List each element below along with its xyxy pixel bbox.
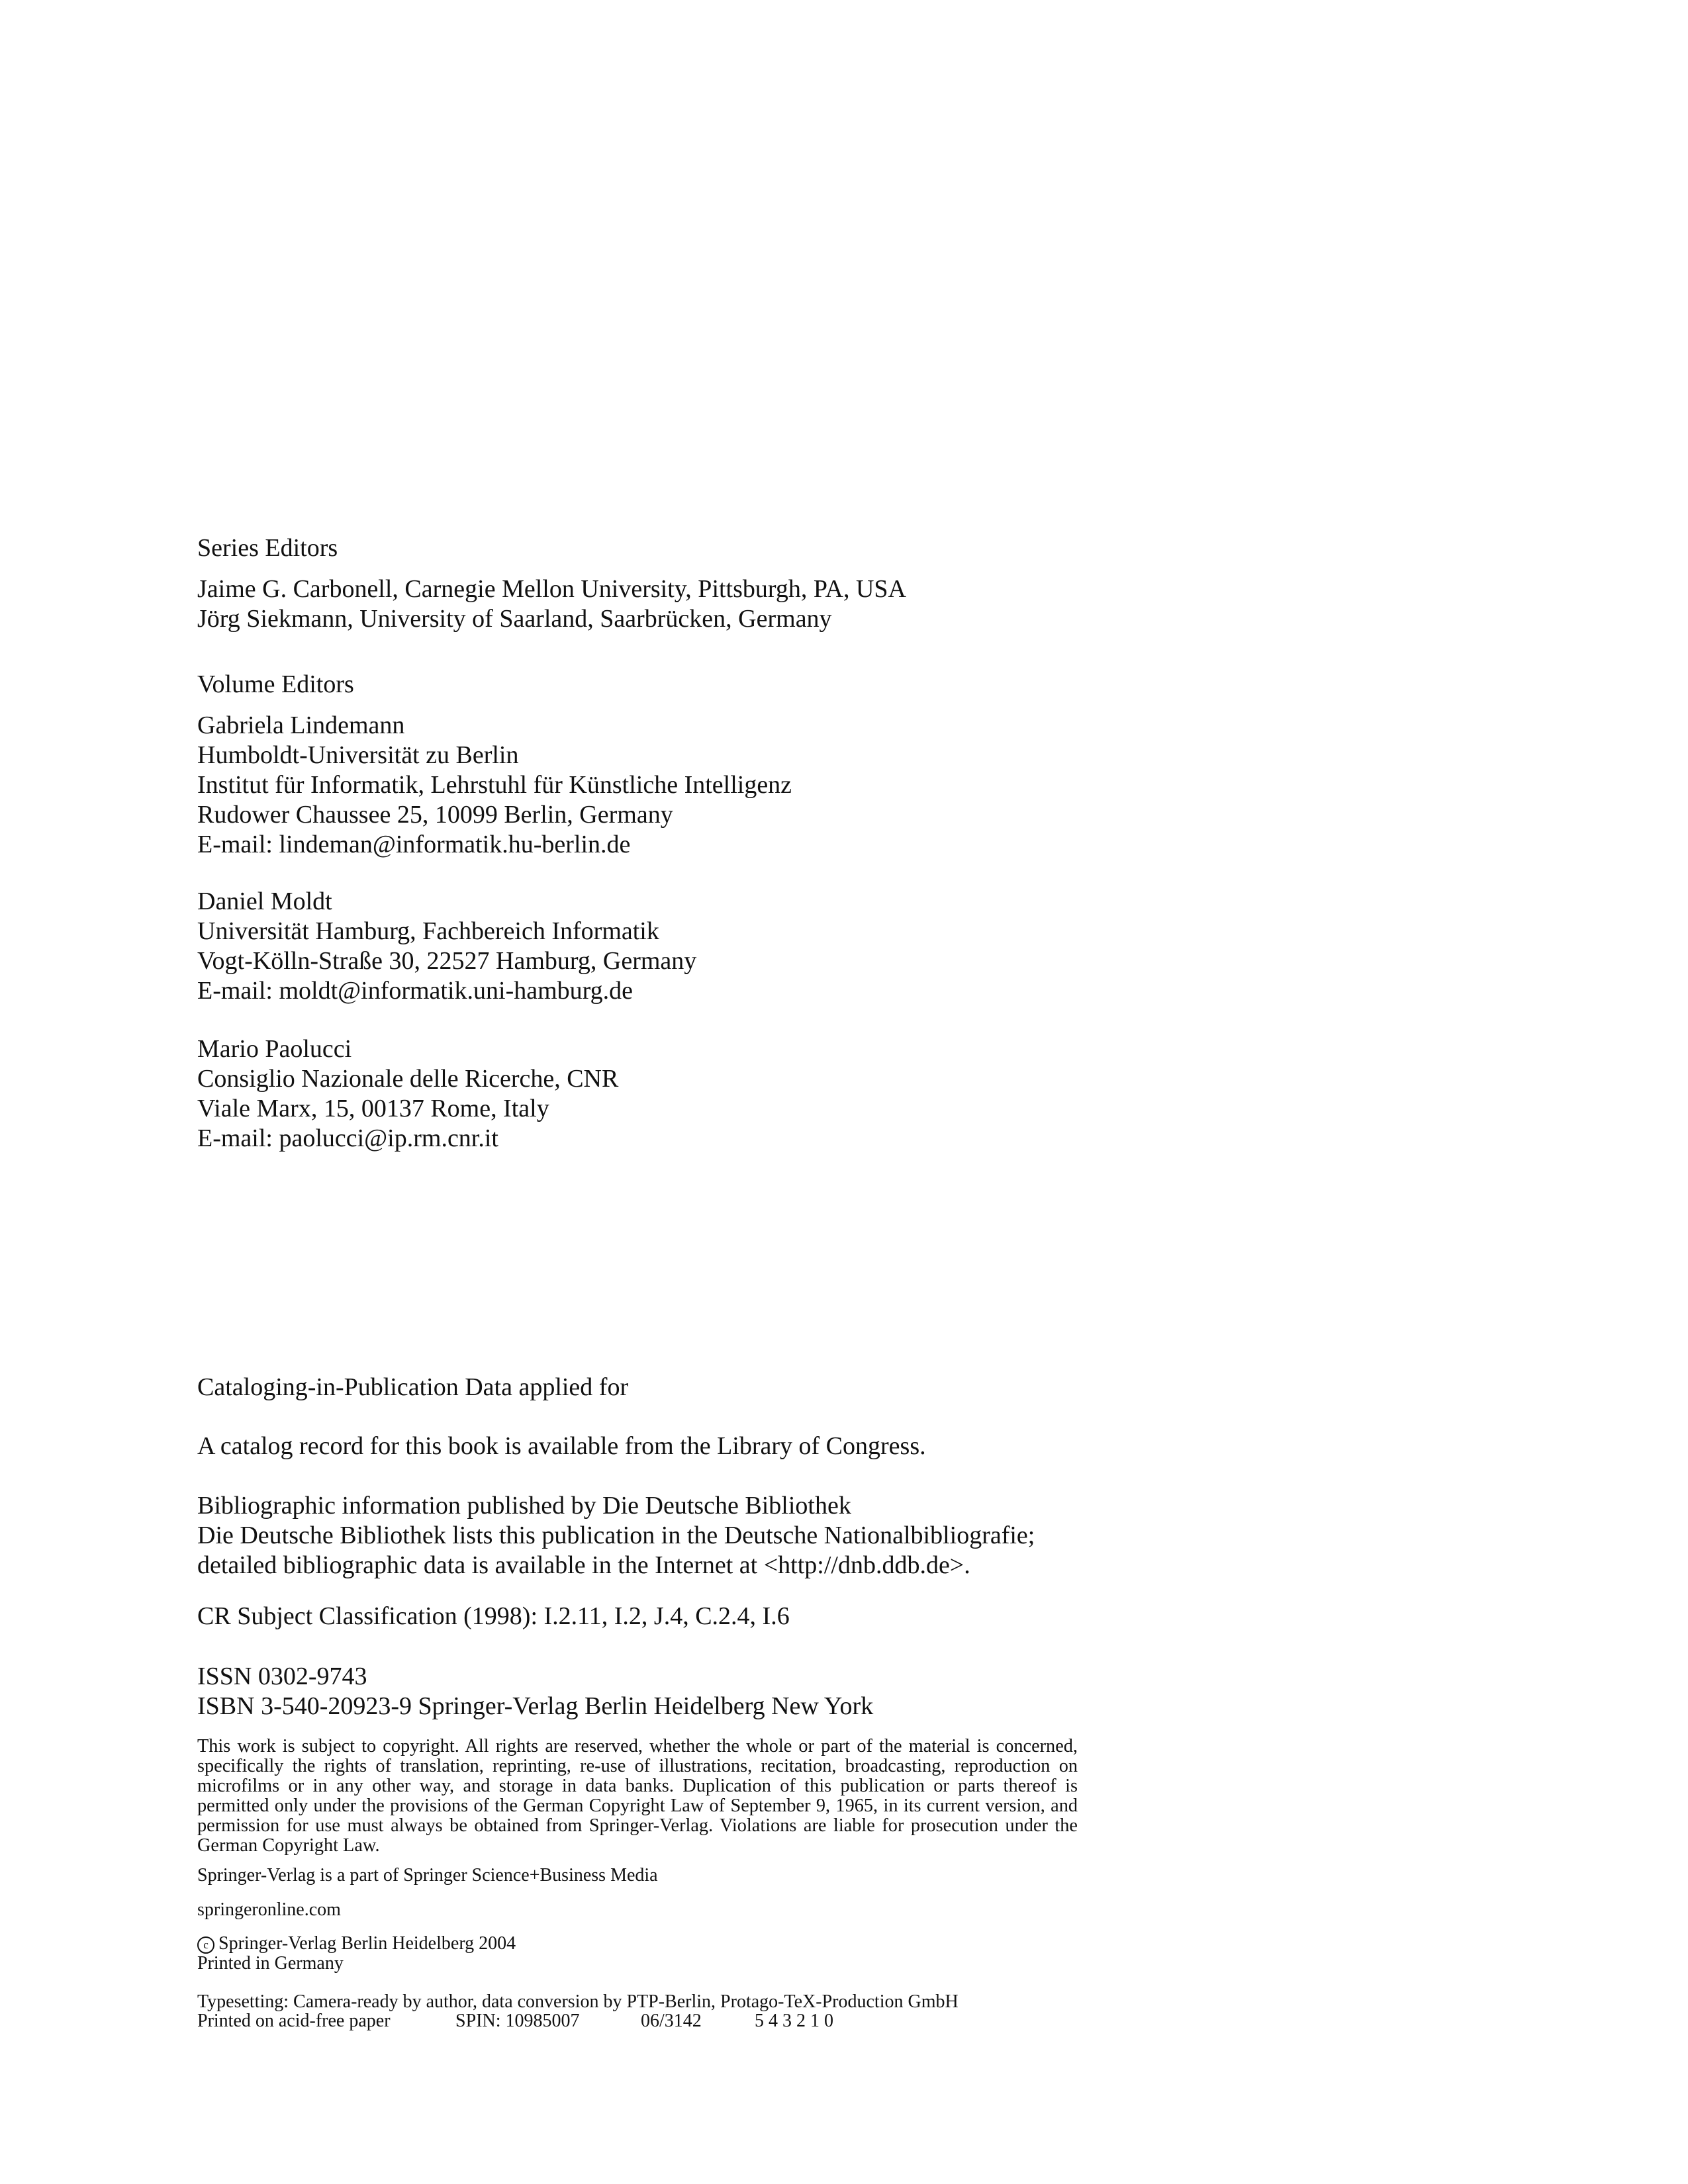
series-editor-2: Jörg Siekmann, University of Saarland, Saarbrücken, Germany: [197, 605, 832, 633]
loc-text: A catalog record for this book is available from the Library of Congress.: [197, 1432, 926, 1460]
production-block: [197, 1992, 959, 2030]
series-editor-1: Jaime G. Carbonell, Carnegie Mellon University, Pittsburgh, PA, USA: [197, 575, 906, 603]
volume-editor-3: [197, 1034, 618, 1154]
typesetting: Typesetting: Camera-ready by author, data conversion by PTP-Berlin, Protago-TeX-Production GmbH: [197, 1991, 959, 2012]
acid-free: Printed on acid-free paper: [197, 2011, 391, 2031]
series-editors-heading: Series Editors: [197, 534, 338, 562]
editor-email: E-mail: paolucci@ip.rm.cnr.it: [197, 1124, 498, 1152]
copyright-holder: Springer-Verlag Berlin Heidelberg 2004: [218, 1933, 516, 1954]
copyright-block: [197, 1934, 516, 1973]
editor-institute: Institut für Informatik, Lehrstuhl für Künstliche Intelligenz: [197, 771, 792, 799]
issn-isbn-block: [197, 1662, 873, 1721]
print-code: 06/3142: [641, 2011, 702, 2031]
editor-affiliation: Universität Hamburg, Fachbereich Informatik: [197, 917, 659, 945]
editor-affiliation: Humboldt-Universität zu Berlin: [197, 741, 519, 769]
website-line: [197, 1900, 341, 1919]
volume-editors-heading: Volume Editors: [197, 670, 354, 698]
editor-name: Daniel Moldt: [197, 887, 332, 915]
dnb-line-1: Bibliographic information published by Die Deutsche Bibliothek: [197, 1492, 851, 1520]
dnb-line-2: Die Deutsche Bibliothek lists this publication in the Deutsche Nationalbibliografie;: [197, 1522, 1035, 1549]
editor-email: E-mail: lindeman@informatik.hu-berlin.de: [197, 831, 631, 858]
editor-address: Vogt-Kölln-Straße 30, 22527 Hamburg, Germany: [197, 947, 697, 975]
editor-affiliation: Consiglio Nazionale delle Ricerche, CNR: [197, 1065, 619, 1093]
volume-editor-1: [197, 711, 792, 860]
spin: SPIN: 10985007: [455, 2011, 580, 2031]
printed-in: Printed in Germany: [197, 1953, 344, 1974]
volume-editor-2: [197, 887, 696, 1006]
copyright-line: [197, 1934, 516, 1954]
isbn: ISBN 3-540-20923-9 Springer-Verlag Berlin Heidelberg New York: [197, 1692, 874, 1720]
springer-part-text: Springer-Verlag is a part of Springer Science+Business Media: [197, 1865, 658, 1886]
print-info-row: [197, 2011, 959, 2030]
editor-name: Mario Paolucci: [197, 1035, 352, 1063]
copyright-notice: This work is subject to copyright. All rights are reserved, whether the whole or part of the material is concerned, specifically the rights of translation, reprinting, re-use of illustrations, recitation, broadcasting, reproduction on microfilms or in any other way, and storage in data banks. Duplication of this publication or parts thereof is permitted only under the provisions of the German Copyright Law of September 9, 1965, in its current version, and permission for use must always be obtained from Springer-Verlag. Violations are liable for prosecution under the German Copyright Law.: [197, 1736, 1078, 1856]
cr-classification: [197, 1602, 790, 1631]
issn: ISSN 0302-9743: [197, 1662, 367, 1690]
springer-part-line: [197, 1866, 658, 1885]
editor-name: Gabriela Lindemann: [197, 711, 405, 739]
website-text: springeronline.com: [197, 1899, 341, 1920]
editor-address: Rudower Chaussee 25, 10099 Berlin, Germany: [197, 801, 673, 829]
dnb-block: [197, 1491, 1035, 1580]
cr-text: CR Subject Classification (1998): I.2.11, I.2, J.4, C.2.4, I.6: [197, 1602, 790, 1630]
volume-editors-section: [197, 670, 354, 700]
loc-line: [197, 1432, 926, 1461]
cip-line: [197, 1373, 628, 1402]
cip-text: Cataloging-in-Publication Data applied for: [197, 1373, 629, 1401]
dnb-line-3: detailed bibliographic data is available in the Internet at <http://dnb.ddb.de>.: [197, 1551, 970, 1579]
copyright-symbol-icon: c: [197, 1936, 214, 1954]
series-editors-section: [197, 533, 338, 563]
series-editors-list: [197, 574, 906, 634]
print-run: 5 4 3 2 1 0: [755, 2011, 833, 2031]
editor-address: Viale Marx, 15, 00137 Rome, Italy: [197, 1095, 549, 1122]
editor-email: E-mail: moldt@informatik.uni-hamburg.de: [197, 977, 633, 1005]
